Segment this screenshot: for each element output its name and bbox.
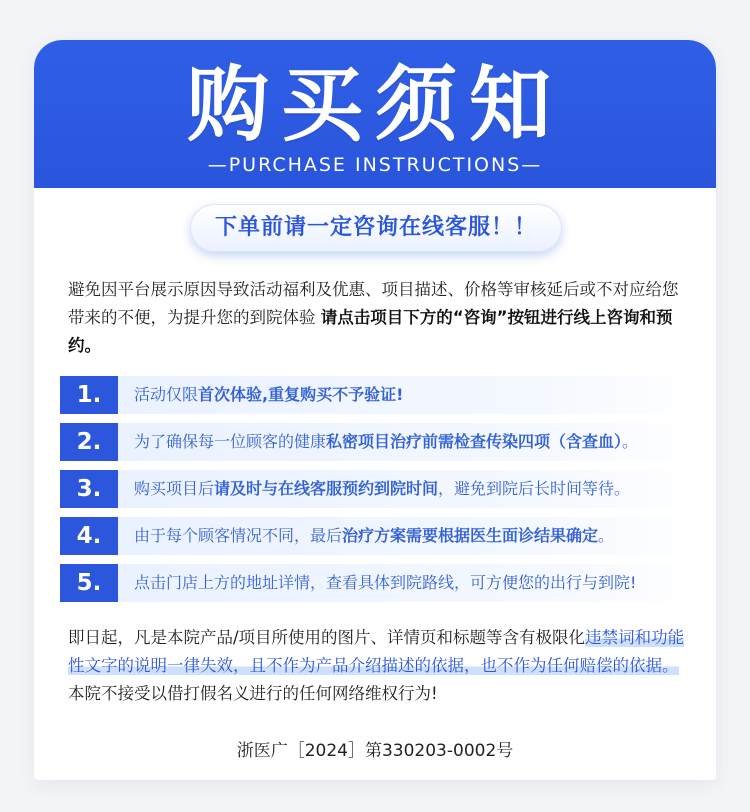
consult-banner: 下单前请一定咨询在线客服！！ — [190, 204, 562, 252]
intro-paragraph — [68, 276, 688, 360]
instructions-list — [60, 376, 710, 611]
item-text-tail: 。 — [598, 526, 615, 545]
item-text-normal: 点击门店上方的地址详情，查看具体到院路线，可方便您的出行与到院! — [134, 573, 637, 592]
disclaimer-tail: 本院不接受以借打假名义进行的任何网络维权行为! — [68, 684, 438, 703]
page-title: 购买须知 — [186, 58, 563, 153]
item-text — [134, 376, 403, 414]
list-item — [60, 470, 710, 508]
item-number: 2. — [60, 423, 118, 461]
header — [34, 40, 716, 188]
item-text — [134, 564, 636, 602]
item-number: 5. — [60, 564, 118, 602]
item-number: 4. — [60, 517, 118, 555]
item-text — [134, 423, 638, 461]
page-subtitle: —PURCHASE INSTRUCTIONS— — [207, 154, 543, 176]
list-item — [60, 517, 710, 555]
license-number: 浙医广［2024］第330203-0002号 — [236, 741, 514, 761]
item-number: 3. — [60, 470, 118, 508]
item-text-normal: 活动仅限 — [134, 385, 199, 404]
disclaimer-highlight: 违禁词和功能性文字的说明一律失效，且不作为产品介绍描述的依据，也不作为任何赔偿的依据。 — [68, 628, 685, 675]
item-text-normal: 为了确保每一位顾客的健康 — [134, 432, 327, 451]
disclaimer-text: 即日起，凡是本院产品/项目所使用的图片、详情页和标题等含有极限化 — [68, 628, 586, 647]
item-text-tail: 。 — [622, 432, 639, 451]
intro-text: 避免因平台展示原因导致活动福利及优惠、项目描述、价格等审核延后或不对应给您带来的不便，为提升您的到院体验 — [68, 280, 679, 327]
list-item — [60, 423, 710, 461]
list-item — [60, 564, 710, 602]
item-text-tail: ，避免到院后长时间等待。 — [438, 479, 631, 498]
item-text-bold: 治疗方案需要根据医生面诊结果确定 — [342, 526, 599, 545]
intro-bold-text: 请点击项目下方的“咨询”按钮进行线上咨询和预约。 — [68, 308, 673, 355]
item-text-bold: 私密项目治疗前需检查传染四项（含查血） — [326, 432, 623, 451]
disclaimer-paragraph — [68, 624, 688, 708]
list-item — [60, 376, 710, 414]
item-text-normal: 由于每个顾客情况不同，最后 — [134, 526, 343, 545]
item-text-bold: 请及时与在线客服预约到院时间 — [214, 479, 439, 498]
item-text-normal: 购买项目后 — [134, 479, 215, 498]
item-number: 1. — [60, 376, 118, 414]
item-text — [134, 470, 630, 508]
purchase-instructions-card — [34, 40, 716, 780]
item-text-bold: 首次体验,重复购买不予验证! — [198, 385, 404, 404]
item-text — [134, 517, 614, 555]
